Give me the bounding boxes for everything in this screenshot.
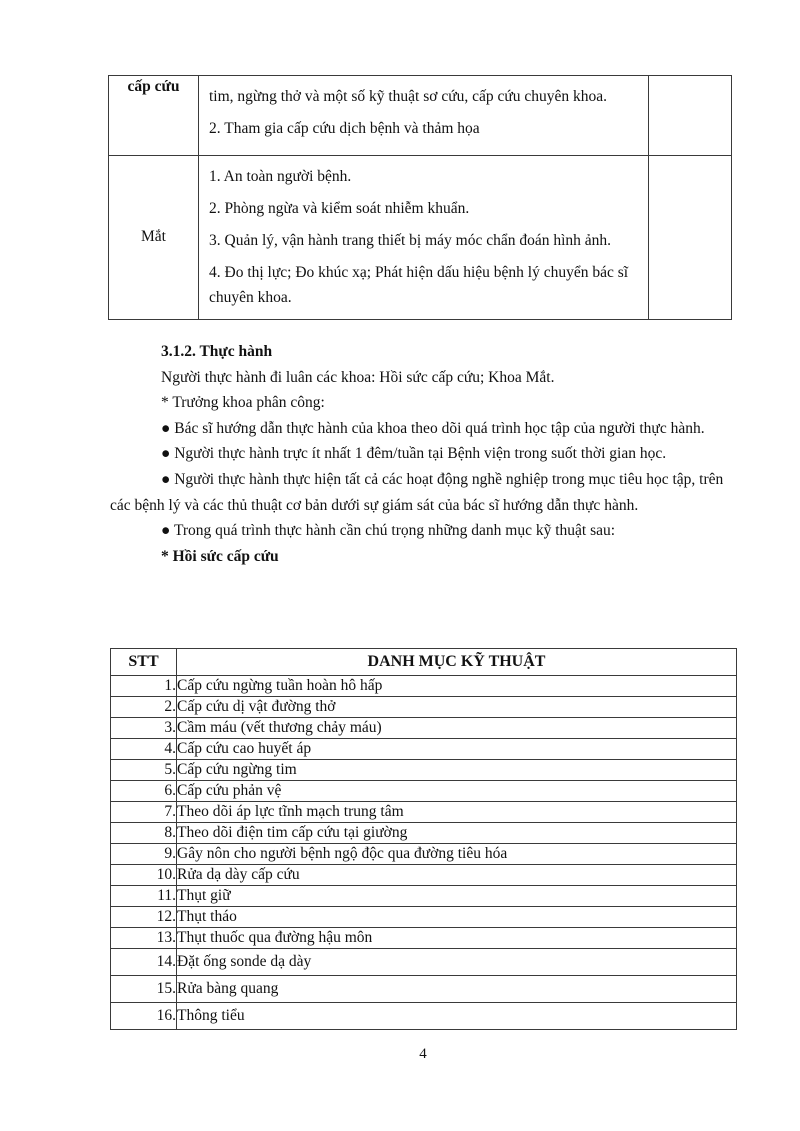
stt-cell: 7.	[111, 802, 177, 823]
table-row	[111, 676, 737, 697]
row-content	[199, 76, 649, 156]
table-row	[111, 802, 737, 823]
table-row	[109, 156, 732, 320]
empty-note-cell	[649, 76, 732, 156]
technique-cell: Rửa dạ dày cấp cứu	[177, 865, 737, 886]
table-row	[111, 781, 737, 802]
table-row	[111, 949, 737, 976]
stt-cell: 6.	[111, 781, 177, 802]
table-row	[111, 976, 737, 1003]
page-number: 4	[419, 1046, 427, 1062]
section-bullet: ● Bác sĩ hướng dẫn thực hành của khoa theo dõi quá trình học tập của người thực hành.	[161, 419, 705, 437]
header-danh-muc: DANH MỤC KỸ THUẬT	[177, 649, 737, 676]
table-row	[111, 928, 737, 949]
duty-paragraph: 2. Tham gia cấp cứu dịch bệnh và thảm họa	[209, 120, 480, 137]
table-row	[111, 823, 737, 844]
row-label-mat: Mắt	[109, 156, 199, 320]
technique-cell: Cấp cứu dị vật đường thở	[177, 697, 737, 718]
duty-paragraph: tim, ngừng thở và một số kỹ thuật sơ cứu, cấp cứu chuyên khoa.	[209, 88, 608, 105]
table-row	[109, 76, 732, 156]
row-label-cap-cuu: cấp cứu	[109, 76, 199, 156]
stt-cell: 3.	[111, 718, 177, 739]
technique-cell: Cấp cứu cao huyết áp	[177, 739, 737, 760]
duty-paragraph: 3. Quản lý, vận hành trang thiết bị máy móc chẩn đoán hình ảnh.	[209, 232, 612, 249]
header-stt: STT	[111, 649, 177, 676]
stt-cell: 2.	[111, 697, 177, 718]
technique-cell: Thụt thuốc qua đường hậu môn	[177, 928, 737, 949]
table-row	[111, 760, 737, 781]
stt-cell: 13.	[111, 928, 177, 949]
table-header-row	[111, 649, 737, 676]
duty-paragraph: 4. Đo thị lực; Đo khúc xạ; Phát hiện dấu hiệu bệnh lý chuyển bác sĩ chuyên khoa.	[209, 264, 629, 306]
empty-note-cell	[649, 156, 732, 320]
table-row	[111, 844, 737, 865]
section-heading: 3.1.2. Thực hành	[161, 343, 273, 360]
table-row	[111, 886, 737, 907]
technique-cell: Thụt giữ	[177, 886, 737, 907]
technique-cell: Rửa bàng quang	[177, 976, 737, 1003]
table-row	[111, 697, 737, 718]
subsection-heading: * Hồi sức cấp cứu	[161, 547, 279, 565]
stt-cell: 16.	[111, 1003, 177, 1030]
stt-cell: 4.	[111, 739, 177, 760]
stt-cell: 11.	[111, 886, 177, 907]
section-paragraph: * Trưởng khoa phân công:	[161, 394, 325, 412]
stt-cell: 9.	[111, 844, 177, 865]
duty-paragraph: 1. An toàn người bệnh.	[209, 168, 352, 185]
table-row	[111, 739, 737, 760]
table-row	[111, 718, 737, 739]
technique-cell: Cấp cứu ngừng tuần hoàn hô hấp	[177, 676, 737, 697]
stt-cell: 14.	[111, 949, 177, 976]
technique-cell: Thông tiểu	[177, 1003, 737, 1030]
technique-cell: Theo dõi áp lực tĩnh mạch trung tâm	[177, 802, 737, 823]
technique-cell: Cấp cứu ngừng tim	[177, 760, 737, 781]
stt-cell: 1.	[111, 676, 177, 697]
technique-cell: Theo dõi điện tim cấp cứu tại giường	[177, 823, 737, 844]
section-bullet: ● Người thực hành trực ít nhất 1 đêm/tuần tại Bệnh viện trong suốt thời gian học.	[161, 445, 667, 463]
technique-cell: Thụt tháo	[177, 907, 737, 928]
technique-list-table	[110, 648, 737, 1030]
section-bullet: ● Trong quá trình thực hành cần chú trọng những danh mục kỹ thuật sau:	[161, 522, 616, 540]
technique-cell: Đặt ống sonde dạ dày	[177, 949, 737, 976]
stt-cell: 12.	[111, 907, 177, 928]
technique-cell: Gây nôn cho người bệnh ngộ độc qua đường tiêu hóa	[177, 844, 737, 865]
stt-cell: 5.	[111, 760, 177, 781]
practice-section	[110, 339, 737, 569]
section-bullet: ● Người thực hành thực hiện tất cả các hoạt động nghề nghiệp trong mục tiêu học tập, trên các bệnh lý và các thủ thuật cơ bản dưới sự giám sát của bác sĩ hướng dẫn thực hành.	[110, 470, 724, 514]
table-row	[111, 865, 737, 886]
stt-cell: 10.	[111, 865, 177, 886]
duty-paragraph: 2. Phòng ngừa và kiểm soát nhiễm khuẩn.	[209, 200, 470, 217]
stt-cell: 15.	[111, 976, 177, 1003]
table-row	[111, 1003, 737, 1030]
stt-cell: 8.	[111, 823, 177, 844]
table-row	[111, 907, 737, 928]
technique-cell: Cầm máu (vết thương chảy máu)	[177, 718, 737, 739]
department-duties-table	[108, 75, 732, 320]
section-paragraph: Người thực hành đi luân các khoa: Hồi sức cấp cứu; Khoa Mắt.	[161, 368, 555, 386]
technique-cell: Cấp cứu phản vệ	[177, 781, 737, 802]
row-content	[199, 156, 649, 320]
